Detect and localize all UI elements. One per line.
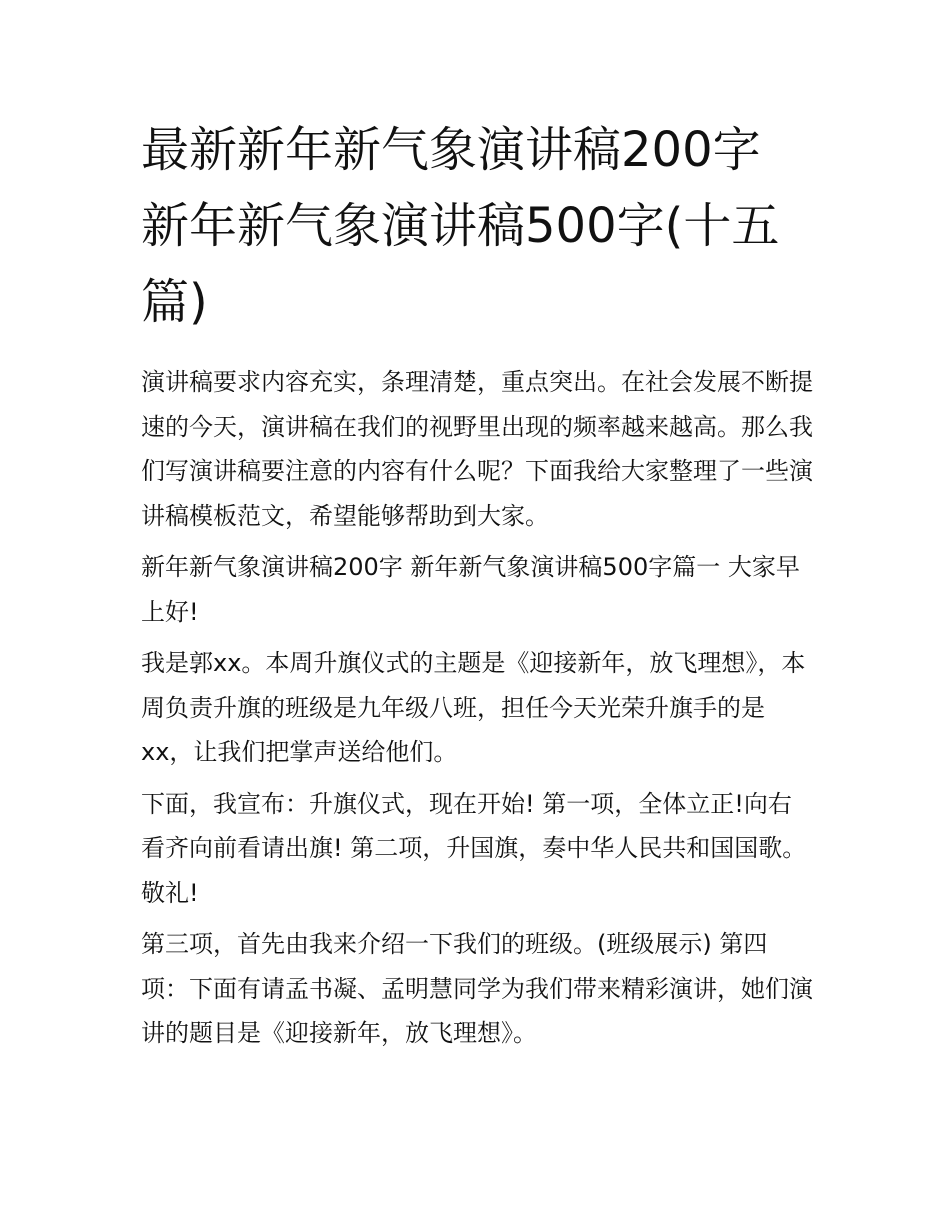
paragraph-intro: 演讲稿要求内容充实，条理清楚，重点突出。在社会发展不断提速的今天，演讲稿在我们的视野里出现的频率越来越高。那么我们写演讲稿要注意的内容有什么呢？下面我给大家整理了一些演讲稿模板范文，希望能够帮助到大家。 [141,368,813,530]
paragraph-ceremony-start: 下面，我宣布：升旗仪式，现在开始! 第一项，全体立正!向右看齐向前看请出旗! 第二项，升国旗，奏中华人民共和国国歌。敬礼! [141,789,807,907]
document-content [141,112,813,1063]
paragraph-host-intro: 我是郭xx。本周升旗仪式的主题是《迎接新年，放飞理想》，本周负责升旗的班级是九年级八班，担任今天光荣升旗手的是xx，让我们把掌声送给他们。 [141,649,806,766]
document-title: 最新新年新气象演讲稿200字 新年新气象演讲稿500字(十五篇) [141,122,780,330]
paragraph-class-intro: 第三项，首先由我来介绍一下我们的班级。(班级展示) 第四项：下面有请孟书凝、孟明慧同学为我们带来精彩演讲，她们演讲的题目是《迎接新年，放飞理想》。 [141,930,813,1047]
paragraph-greeting: 新年新气象演讲稿200字 新年新气象演讲稿500字篇一 大家早上好! [141,553,800,626]
